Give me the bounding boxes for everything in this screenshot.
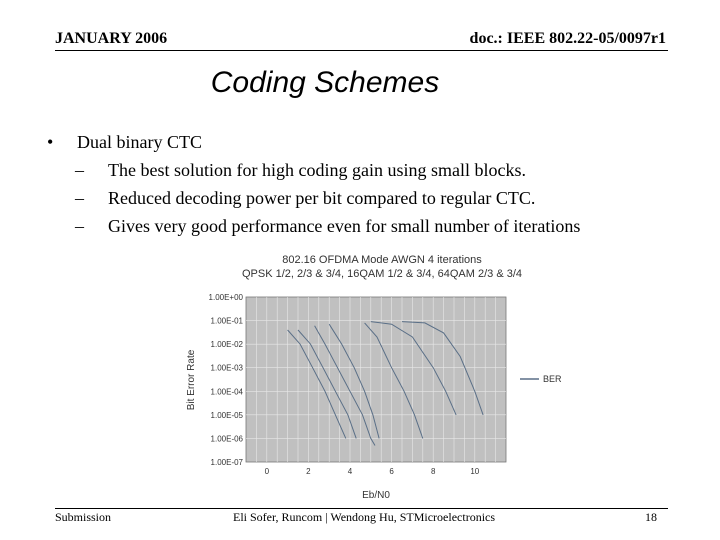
ber-chart-svg [178,250,578,502]
footer-page-number: 18 [645,510,657,524]
y-tick-label: 1.00E-07 [210,458,243,467]
x-tick-label: 2 [306,467,311,476]
y-tick-label: 1.00E-05 [210,410,243,420]
footer-rule [55,508,668,509]
y-tick-label: 1.00E+00 [208,293,243,302]
sub-bullet-text: Gives very good performance even for small number of iterations [108,216,581,236]
bullet-list [47,128,580,240]
sub-bullet [47,156,580,184]
sub-bullet-text: Reduced decoding power per bit compared to regular CTC. [108,188,536,208]
dash-icon: – [75,160,84,180]
y-tick-label: 1.00E-06 [210,434,243,444]
slide-title: Coding Schemes [210,66,440,99]
sub-bullet-text: The best solution for high coding gain using small blocks. [108,160,526,180]
x-tick-label: 10 [470,467,480,476]
footer-authors: Eli Sofer, Runcom | Wendong Hu, STMicroelectronics [233,510,496,524]
x-tick-label: 6 [389,467,394,476]
dash-icon: – [75,216,84,236]
sub-bullet [47,212,580,240]
chart-subtitle: QPSK 1/2, 2/3 & 3/4, 16QAM 1/2 & 3/4, 64QAM 2/3 & 3/4 [241,268,523,280]
x-tick-label: 0 [264,467,270,476]
header-document-id: doc.: IEEE 802.22-05/0097r1 [469,30,666,47]
legend-label: BER [543,374,562,384]
dash-icon: – [75,188,84,208]
ber-chart [178,250,578,507]
x-tick-label: 8 [430,467,436,476]
x-axis-label: Eb/N0 [362,490,390,501]
header-date: JANUARY 2006 [55,30,168,47]
footer-submission: Submission [55,510,112,524]
main-bullet [47,128,580,156]
x-tick-label: 4 [347,467,353,476]
main-bullet-text: Dual binary CTC [77,132,202,152]
bullet-dot-icon: • [47,132,54,152]
chart-title: 802.16 OFDMA Mode AWGN 4 iterations [282,254,482,266]
sub-bullet [47,184,580,212]
y-tick-label: 1.00E-04 [210,387,243,397]
y-tick-label: 1.00E-01 [210,316,243,326]
header-rule [55,50,668,51]
y-tick-label: 1.00E-03 [210,363,243,373]
y-axis-label: Bit Error Rate [186,349,197,411]
y-tick-label: 1.00E-02 [210,340,243,350]
